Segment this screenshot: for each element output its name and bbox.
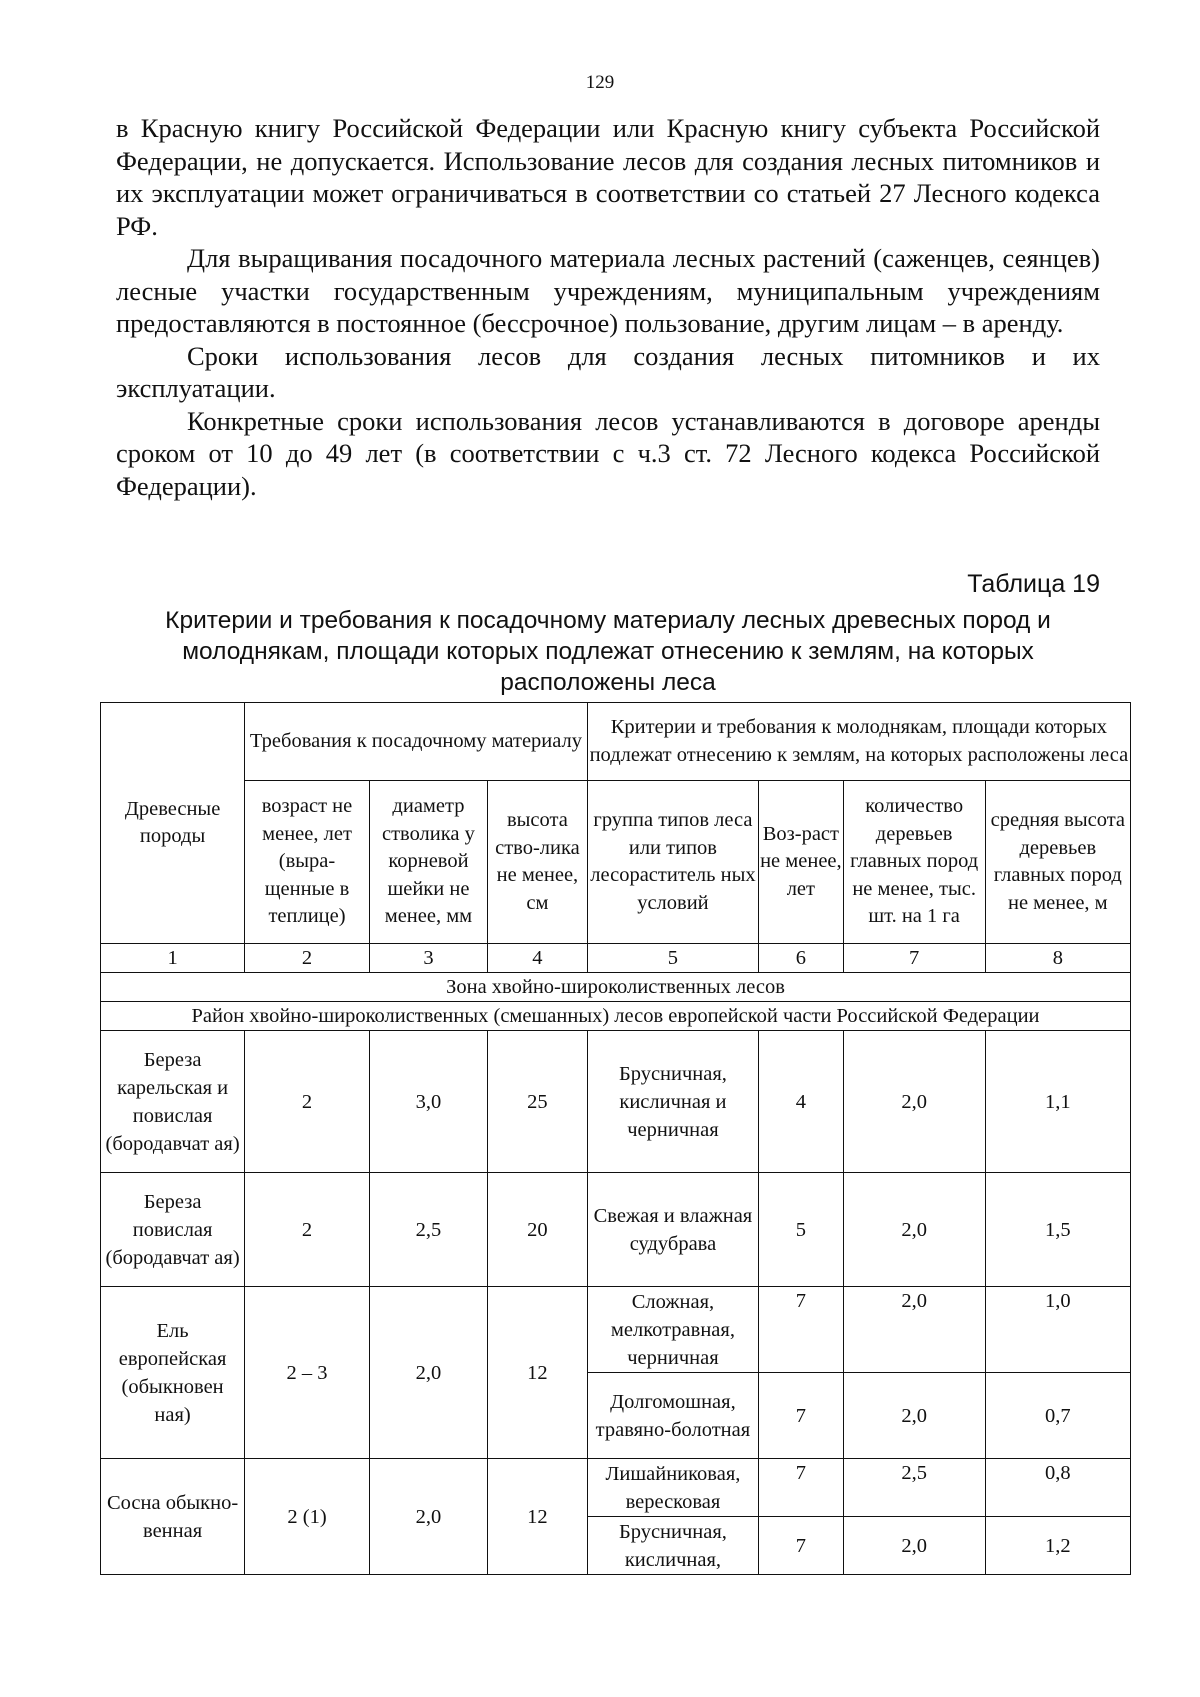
avg-height-cell: 1,2 — [985, 1517, 1130, 1575]
column-number-row — [101, 944, 1131, 973]
paragraph: Для выращивания посадочного материала лесных растений (саженцев, сеянцев) лесные участки государственным учреждениям, муниципальным учреждениям предоставляются в постоянное (бессрочное) пользование, другим лицам – в аренду. — [116, 243, 1100, 338]
tree-count-cell: 2,0 — [843, 1031, 985, 1173]
species-cell: Ель европейская (обыкновен ная) — [101, 1287, 245, 1459]
paragraph: Конкретные сроки использования лесов устанавливаются в договоре аренды сроком от 10 до 49 лет (в соответствии с ч.3 ст. 72 Лесного кодекса Российской Федерации). — [116, 405, 1100, 501]
species-cell: Сосна обыкно-венная — [101, 1459, 245, 1575]
column-number: 3 — [369, 944, 487, 973]
column-number: 8 — [985, 944, 1130, 973]
height-cell: 12 — [488, 1459, 588, 1575]
young-age-cell: 4 — [759, 1031, 844, 1173]
region-row: Район хвойно-широколиственных (смешанных) лесов европейской части Российской Федерации — [101, 1002, 1131, 1031]
species-cell: Береза карельская и повислая (бородавчат ая) — [101, 1031, 245, 1173]
diameter-cell: 2,0 — [369, 1459, 487, 1575]
forest-type-cell: Лишайниковая, вересковая — [587, 1459, 758, 1517]
column-number: 7 — [843, 944, 985, 973]
young-age-cell: 5 — [759, 1173, 844, 1287]
forest-type-cell: Брусничная, кисличная, — [587, 1517, 758, 1575]
table-row — [101, 1459, 1131, 1517]
column-number: 5 — [587, 944, 758, 973]
avg-height-cell: 1,1 — [985, 1031, 1130, 1173]
forest-type-cell: Свежая и влажная судубрава — [587, 1173, 758, 1287]
table-row — [101, 1287, 1131, 1373]
column-number: 4 — [488, 944, 588, 973]
diameter-cell: 2,5 — [369, 1173, 487, 1287]
avg-height-cell: 1,5 — [985, 1173, 1130, 1287]
header-height: высота ство-лика не менее, см — [488, 781, 588, 944]
header-avg-height: средняя высота деревьев главных пород не менее, м — [985, 781, 1130, 944]
header-age: возраст не менее, лет (выра-щенные в теплице) — [245, 781, 370, 944]
header-planting-material: Требования к посадочному материалу — [245, 703, 588, 781]
header-young-stands: Критерии и требования к молоднякам, площади которых подлежат отнесению к землям, на которых расположены леса — [587, 703, 1130, 781]
diameter-cell: 2,0 — [369, 1287, 487, 1459]
young-age-cell: 7 — [759, 1517, 844, 1575]
paragraph: Сроки использования лесов для создания лесных питомников и их эксплуатации. — [116, 340, 1100, 403]
diameter-cell: 3,0 — [369, 1031, 487, 1173]
forest-type-cell: Долгомошная, травяно-болотная — [587, 1373, 758, 1459]
header-species: Древесные породы — [101, 703, 245, 944]
header-forest-type: группа типов леса или типов лесораститель ных условий — [587, 781, 758, 944]
header-young-age: Воз-раст не менее, лет — [759, 781, 844, 944]
column-number: 1 — [101, 944, 245, 973]
column-number: 6 — [759, 944, 844, 973]
age-cell: 2 — [245, 1173, 370, 1287]
species-cell: Береза повислая (бородавчат ая) — [101, 1173, 245, 1287]
page-number: 129 — [585, 72, 615, 93]
age-cell: 2 – 3 — [245, 1287, 370, 1459]
body-text — [116, 112, 1100, 502]
young-age-cell: 7 — [759, 1287, 844, 1373]
age-cell: 2 (1) — [245, 1459, 370, 1575]
paragraph: в Красную книгу Российской Федерации или Красную книгу субъекта Российской Федерации, не допускается. Использование лесов для создания лесных питомников и их эксплуатации может ограничиваться в соответствии со статьей 27 Лесного кодекса РФ. — [116, 113, 1100, 241]
young-age-cell: 7 — [759, 1459, 844, 1517]
tree-count-cell: 2,0 — [843, 1173, 985, 1287]
header-diameter: диаметр стволика у корневой шейки не менее, мм — [369, 781, 487, 944]
avg-height-cell: 0,8 — [985, 1459, 1130, 1517]
table-row — [101, 1031, 1131, 1173]
table-caption: Критерии и требования к посадочному материалу лесных древесных пород и молоднякам, площади которых подлежат отнесению к землям, на которых расположены леса — [165, 607, 1051, 696]
forest-type-cell: Сложная, мелкотравная, черничная — [587, 1287, 758, 1373]
avg-height-cell: 1,0 — [985, 1287, 1130, 1373]
tree-count-cell: 2,5 — [843, 1459, 985, 1517]
tree-count-cell: 2,0 — [843, 1517, 985, 1575]
criteria-table — [100, 702, 1131, 1575]
zone-row: Зона хвойно-широколиственных лесов — [101, 973, 1131, 1002]
forest-type-cell: Брусничная, кисличная и черничная — [587, 1031, 758, 1173]
tree-count-cell: 2,0 — [843, 1373, 985, 1459]
column-number: 2 — [245, 944, 370, 973]
tree-count-cell: 2,0 — [843, 1287, 985, 1373]
height-cell: 25 — [488, 1031, 588, 1173]
young-age-cell: 7 — [759, 1373, 844, 1459]
avg-height-cell: 0,7 — [985, 1373, 1130, 1459]
height-cell: 12 — [488, 1287, 588, 1459]
header-tree-count: количество деревьев главных пород не менее, тыс. шт. на 1 га — [843, 781, 985, 944]
table-row — [101, 1173, 1131, 1287]
age-cell: 2 — [245, 1031, 370, 1173]
height-cell: 20 — [488, 1173, 588, 1287]
table-label: Таблица 19 — [967, 570, 1100, 598]
